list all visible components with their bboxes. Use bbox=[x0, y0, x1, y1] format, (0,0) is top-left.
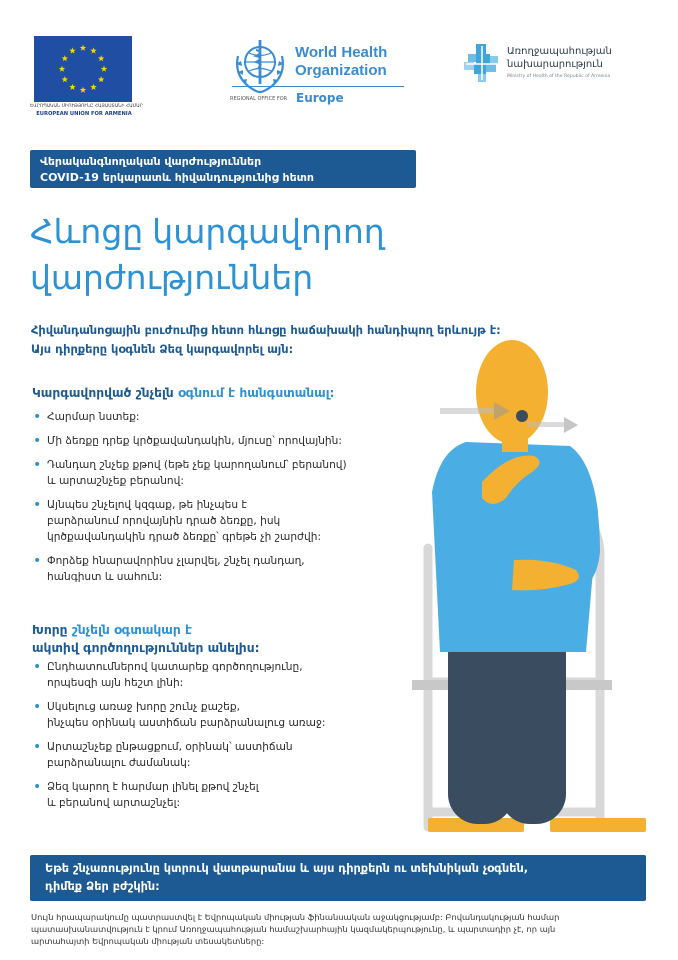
bullet-icon: • bbox=[33, 433, 42, 449]
list-item: • Այնպես շնչելով կզգաք, թե ինչպես է բարձրանում որովայնին դրած ձեռքը, իսկ կրծքավանդակին դրած ձեռքը՝ գրեթե չի շարժվի: bbox=[33, 497, 322, 543]
disclaimer-line3: արտահայտի Եվրոպական միության տեսակետները: bbox=[31, 936, 265, 946]
ministry-emblem-icon bbox=[462, 44, 502, 82]
bullet-icon: • bbox=[33, 739, 42, 755]
bullet-icon: • bbox=[33, 497, 42, 513]
section2-title-line1: Խորը շնչելն օգտակար է bbox=[32, 623, 192, 637]
list-item: • Արտաշնչեք ընթացքում, օրինակ՝ աստիճան բարձրանալու ժամանակ: bbox=[33, 739, 293, 769]
bullet-icon: • bbox=[33, 699, 42, 715]
page-title-line2: վարժություններ bbox=[30, 259, 314, 296]
page-title-line1: Հևոցը կարգավորող bbox=[30, 213, 385, 250]
list-item: • Ձեզ կարող է հարմար լինել քթով շնչել և բերանով արտաշնչել: bbox=[33, 779, 259, 809]
intro-line2: Այս դիրքերը կօգնեն Ձեզ կարգավորել այն: bbox=[31, 342, 294, 356]
ministry-name-line1: Առողջապահության bbox=[507, 46, 612, 57]
breathing-person-illustration bbox=[400, 322, 670, 844]
who-name-line1: World Health bbox=[295, 44, 388, 61]
ministry-subtitle: Ministry of Health of the Republic of Armenia bbox=[507, 74, 611, 79]
bullet-icon: • bbox=[33, 409, 42, 425]
who-region-label: REGIONAL OFFICE FOR bbox=[230, 96, 288, 102]
list-item: • Փորձեք հնարավորինս չլարվել, շնչել դանդաղ, հանգիստ և սահուն: bbox=[33, 553, 305, 583]
topic-banner-line1: Վերականգնողական վարժություններ bbox=[40, 155, 262, 168]
section2-title-line2: ակտիվ գործողություններ անելիս: bbox=[32, 641, 260, 655]
disclaimer-line1: Սույն հրապարակումը պատրաստվել է Եվրոպական միության ֆինանսական աջակցությամբ: Բովանդակության համար bbox=[31, 912, 560, 922]
list-item: • Սկսելուց առաջ խորը շունչ քաշեք, ինչպես օրինակ աստիճան բարձրանալուց առաջ: bbox=[33, 699, 326, 729]
section1-list bbox=[32, 409, 412, 593]
eu-flag-logo bbox=[34, 36, 132, 102]
section2-title bbox=[32, 621, 260, 657]
intro-line1: Հիվանդանոցային բուժումից հետո հևոցը հաճախակի հանդիպող երևույթ է: bbox=[31, 323, 501, 337]
doctor-callout-line2: դիմեք Ձեր բժշկին: bbox=[45, 880, 160, 893]
who-name-line2: Organization bbox=[295, 62, 387, 79]
disclaimer-line2: պատասխանատվություն է կրում Առողջապահության համաշխարհային կազմակերպությունը, և պարտադիր չէ, որ այն bbox=[31, 924, 556, 934]
section2-list bbox=[32, 659, 412, 819]
bullet-icon: • bbox=[33, 457, 42, 473]
section1-title-text: Կարգավորված շնչելն bbox=[32, 386, 178, 400]
bullet-icon: • bbox=[33, 779, 42, 795]
ministry-name-line2: նախարարություն bbox=[507, 59, 603, 70]
list-item: • Ընդհատումներով կատարեք գործողությունը, որպեսզի այն հեշտ լինի: bbox=[33, 659, 303, 689]
doctor-callout-line1: Եթե շնչառությունը կտրուկ վատթարանա և այս դիրքերն ու տեխնիկան չօգնեն, bbox=[45, 862, 529, 875]
who-divider bbox=[232, 86, 404, 87]
bullet-icon: • bbox=[33, 659, 42, 675]
list-item: • Հարմար նստեք: bbox=[33, 409, 140, 425]
eu-caption-armenian: ԵՎՐՈՊԱԿԱՆ ՄԻՈՒԹՅՈՒՆԸ ՀԱՅԱՍՏԱՆԻ ՀԱՄԱՐ bbox=[30, 104, 143, 109]
bullet-icon: • bbox=[33, 553, 42, 569]
who-region-name: Europe bbox=[296, 91, 344, 105]
eu-caption-english: EUROPEAN UNION FOR ARMENIA bbox=[36, 111, 132, 117]
topic-banner-line2: COVID-19 երկարատև հիվանդությունից հետո bbox=[40, 171, 314, 184]
section1-title-highlight: օգնում է հանգստանալ: bbox=[177, 386, 335, 400]
list-item: • Մի ձեռքը դրեք կրծքավանդակին, մյուսը՝ որովայնին: bbox=[33, 433, 342, 449]
list-item: • Դանդաղ շնչեք քթով (եթե չեք կարողանում՝ բերանով) և արտաշնչեք բերանով: bbox=[33, 457, 347, 487]
section1-title bbox=[32, 386, 334, 400]
